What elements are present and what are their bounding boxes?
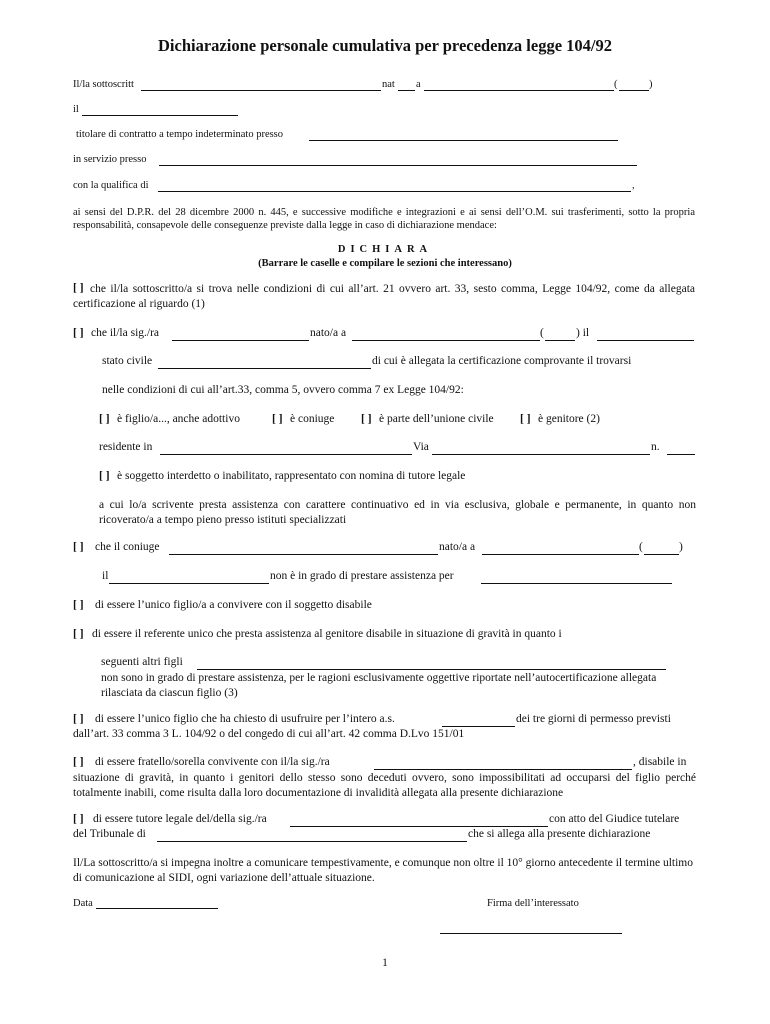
s8-checkbox[interactable]: [ ] bbox=[73, 813, 84, 825]
provincia-field[interactable] bbox=[619, 90, 649, 91]
qualifica-comma: , bbox=[632, 180, 635, 191]
via-label: Via bbox=[413, 441, 429, 453]
s5-rest: non sono in grado di prestare assistenza, per le ragioni esclusivamente oggettive riportate nell’autocertificazione allegata rilasciata da ciascun figlio (3) bbox=[101, 672, 657, 699]
s7-checkbox[interactable]: [ ] bbox=[73, 756, 84, 768]
titolare-field[interactable] bbox=[309, 140, 618, 141]
servizio-field[interactable] bbox=[159, 165, 637, 166]
firma-label: Firma dell’interessato bbox=[487, 898, 579, 909]
interdetto-checkbox[interactable]: [ ] bbox=[99, 470, 110, 482]
qualifica-label: con la qualifica di bbox=[73, 180, 149, 191]
a-label: a bbox=[416, 79, 421, 90]
stato-civile-text: di cui è allegata la certificazione comprovante il trovarsi bbox=[372, 355, 632, 367]
anno-scolastico-field[interactable] bbox=[442, 726, 515, 727]
s8-text-d: che si allega alla presente dichiarazione bbox=[468, 828, 651, 840]
s1-checkbox[interactable]: [ ] bbox=[73, 282, 84, 294]
s7-nome-field[interactable] bbox=[374, 769, 632, 770]
il-label: il bbox=[73, 104, 79, 115]
s3-motivo-label: non è in grado di prestare assistenza per bbox=[270, 570, 454, 582]
firma-field[interactable] bbox=[440, 933, 622, 934]
luogo-nascita-field[interactable] bbox=[424, 90, 614, 91]
nat-suffix-field[interactable] bbox=[398, 90, 415, 91]
s2-nome-field[interactable] bbox=[172, 340, 309, 341]
stato-civile-field[interactable] bbox=[158, 368, 371, 369]
data-nascita-field[interactable] bbox=[82, 115, 238, 116]
s3-nome-field[interactable] bbox=[169, 554, 438, 555]
coniuge-label: è coniuge bbox=[290, 413, 335, 425]
s8-nome-field[interactable] bbox=[290, 826, 548, 827]
s6-text-c: dall’art. 33 comma 3 L. 104/92 o del congedo di cui all’art. 42 comma D.Lvo 151/01 bbox=[73, 728, 465, 740]
s2-il-label: ) il bbox=[576, 327, 590, 339]
s1-text: che il/la sottoscritto/a si trova nelle condizioni di cui all’art. 21 ovvero art. 33, sesto comma, Legge 104/92, come da allegata certificazione al riguardo (1) bbox=[73, 283, 695, 310]
s6-text-a: di essere l’unico figlio che ha chiesto di usufruire per l’intero a.s. bbox=[95, 713, 395, 725]
altri-figli-field[interactable] bbox=[197, 669, 666, 670]
s2-provincia-field[interactable] bbox=[545, 340, 575, 341]
sottoscritto-label: Il/la sottoscritt bbox=[73, 79, 134, 90]
s3-prov-open: ( bbox=[639, 541, 643, 553]
s8-text-a: di essere tutore legale del/della sig./ra bbox=[93, 813, 267, 825]
s2-prov-open: ( bbox=[540, 327, 544, 339]
s3-nato-label: nato/a a bbox=[439, 541, 476, 553]
dichiara-heading: DICHIARA bbox=[337, 244, 433, 255]
dichiara-subheading: (Barrare le caselle e compilare le sezioni che interessano) bbox=[258, 258, 512, 269]
s7-text-b: , disabile in bbox=[633, 756, 687, 768]
genitore-checkbox[interactable]: [ ] bbox=[520, 413, 531, 425]
prov-open: ( bbox=[614, 79, 618, 90]
via-field[interactable] bbox=[432, 454, 650, 455]
s3-data-field[interactable] bbox=[109, 583, 269, 584]
unione-checkbox[interactable]: [ ] bbox=[361, 413, 372, 425]
tribunale-field[interactable] bbox=[157, 841, 467, 842]
s5-text: di essere il referente unico che presta assistenza al genitore disabile in situazione di gravità in quanto i bbox=[92, 628, 562, 640]
s4-text: di essere l’unico figlio/a a convivere con il soggetto disabile bbox=[95, 599, 372, 611]
qualifica-field[interactable] bbox=[158, 191, 631, 192]
s3-luogo-field[interactable] bbox=[482, 554, 639, 555]
servizio-label: in servizio presso bbox=[73, 154, 147, 165]
page-number: 1 bbox=[382, 957, 388, 969]
s6-checkbox[interactable]: [ ] bbox=[73, 713, 84, 725]
titolare-label: titolare di contratto a tempo indeterminato presso bbox=[76, 129, 284, 140]
s8-text-c: del Tribunale di bbox=[73, 828, 146, 840]
coniuge-checkbox[interactable]: [ ] bbox=[272, 413, 283, 425]
nat-label: nat bbox=[382, 79, 395, 90]
genitore-label: è genitore (2) bbox=[538, 413, 600, 425]
s2-nato-label: nato/a a bbox=[310, 327, 347, 339]
s6-text-b: dei tre giorni di permesso previsti bbox=[516, 713, 671, 725]
s3-provincia-field[interactable] bbox=[644, 554, 679, 555]
figlio-label: è figlio/a..., anche adottivo bbox=[117, 413, 240, 425]
civico-field[interactable] bbox=[667, 454, 695, 455]
prov-close: ) bbox=[649, 79, 653, 90]
closing-paragraph: Il/La sottoscritto/a si impegna inoltre a comunicare tempestivamente, e comunque non oltre il 10° giorno antecedente il termine ultimo di comunicazione al SIDI, ogni variazione dell’attuale situazione. bbox=[73, 857, 693, 884]
intro-paragraph: ai sensi del D.P.R. del 28 dicembre 2000 n. 445, e successive modifiche e integrazioni e ai sensi dell’O.M. sui trasferimenti, sotto la propria responsabilità, consapevole delle conseguenze previste dalla legge in caso di dichiarazione mendace: bbox=[73, 207, 695, 231]
s2-sigra-label: che il/la sig./ra bbox=[91, 327, 160, 339]
s2-data-field[interactable] bbox=[597, 340, 694, 341]
civico-label: n. bbox=[651, 441, 660, 453]
s4-checkbox[interactable]: [ ] bbox=[73, 599, 84, 611]
s2-luogo-field[interactable] bbox=[352, 340, 540, 341]
altri-figli-label: seguenti altri figli bbox=[101, 656, 183, 668]
s3-coniuge-label: che il coniuge bbox=[95, 541, 160, 553]
interdetto-label: è soggetto interdetto o inabilitato, rappresentato con nomina di tutore legale bbox=[117, 470, 466, 482]
s7-text-a: di essere fratello/sorella convivente con il/la sig./ra bbox=[95, 756, 330, 768]
residente-field[interactable] bbox=[160, 454, 412, 455]
s5-checkbox[interactable]: [ ] bbox=[73, 628, 84, 640]
s3-prov-close: ) bbox=[679, 541, 683, 553]
assistenza-text: a cui lo/a scrivente presta assistenza con carattere continuativo ed in via esclusiva, globale e permanente, in quanto non ricoverato/a a tempo pieno presso istituti specializzati bbox=[99, 499, 696, 526]
s7-rest: situazione di gravità, in quanto i genitori dello stesso sono deceduti ovvero, sono impossibilitati ad occuparsi del figlio perché totalmente inabili, come risulta dalla loro documentazione di invalidità allegata alla presente dichiarazione bbox=[73, 772, 696, 799]
s3-il-label: il bbox=[102, 570, 109, 582]
s3-checkbox[interactable]: [ ] bbox=[73, 541, 84, 553]
unione-label: è parte dell’unione civile bbox=[379, 413, 494, 425]
condizioni-text: nelle condizioni di cui all’art.33, comma 5, ovvero comma 7 ex Legge 104/92: bbox=[102, 384, 464, 396]
data-label: Data bbox=[73, 898, 93, 909]
s8-text-b: con atto del Giudice tutelare bbox=[549, 813, 680, 825]
document-title: Dichiarazione personale cumulativa per precedenza legge 104/92 bbox=[158, 36, 612, 55]
nome-field[interactable] bbox=[141, 90, 381, 91]
residente-label: residente in bbox=[99, 441, 153, 453]
s3-motivo-field[interactable] bbox=[481, 583, 672, 584]
stato-civile-label: stato civile bbox=[102, 355, 153, 367]
figlio-checkbox[interactable]: [ ] bbox=[99, 413, 110, 425]
s2-checkbox[interactable]: [ ] bbox=[73, 327, 84, 339]
data-field[interactable] bbox=[96, 908, 218, 909]
